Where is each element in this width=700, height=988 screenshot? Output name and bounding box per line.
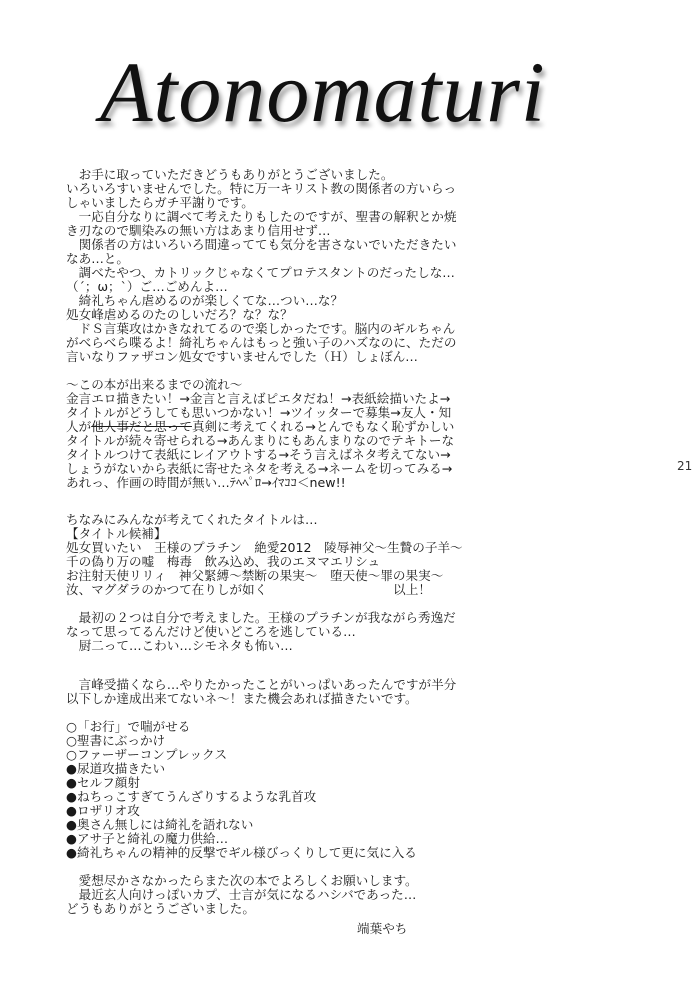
title-candidates (66, 512, 463, 653)
text-line: 調べたやつ、カトリックじゃなくてプロテスタントのだったしな… (66, 265, 455, 280)
text-line: いろいろすいませんでした。特に万一キリスト教の関係者の方いらっ (66, 181, 457, 196)
text-line: なあ…と。 (66, 251, 129, 266)
text-line: お手に取っていただきどうもありがとうございました。 (66, 167, 394, 182)
text-line: ○ファーザーコンプレックス (66, 747, 228, 762)
author-signature: 端葉やち (357, 921, 408, 936)
text-line: 言峰受描くなら…やりたかったことがいっぱいあったんですが半分 (66, 677, 457, 692)
text-line: がべらべら喋るよ！綺礼ちゃんはもっと強い子のハズなのに、ただの (66, 335, 457, 350)
text-line: ●尿道攻描きたい (66, 761, 166, 776)
text-line: ●奥さん無しには綺礼を語れない (66, 817, 254, 832)
flow-text: 人が (66, 419, 92, 434)
text-line: 厨二って…こわい…シモネタも怖い… (66, 638, 293, 653)
intro-text (66, 167, 457, 364)
text-line: 汝、マグダラのかつて在りしが如く 以上！ (66, 582, 431, 597)
text-line: 言いなりファザコン処女ですいませんでした（Ｈ）しょぼん… (66, 349, 418, 364)
text-line: 最近玄人向けっぽいカプ、士言が気になるハシバであった… (66, 887, 417, 902)
flow-line: タイトルがどうしても思いつかない！→ツイッターで募集→友人・知 (66, 405, 452, 420)
flow-heading: ～この本が出来るまでの流れ～ (66, 377, 243, 392)
text-line: 千の偽り万の嘘 梅毒 飲み込め、我のエヌマエリシュ (66, 554, 381, 569)
text-line: 最初の２つは自分で考えました。王様のプラチンが我ながら秀逸だ (66, 610, 456, 625)
flow-line (66, 419, 455, 434)
text-line: 【タイトル候補】 (66, 526, 167, 541)
text-line: どうもありがとうございました。 (66, 901, 255, 916)
text-line: ●アサ子と綺礼の魔力供給… (66, 831, 229, 846)
text-line: 以下しか達成出来てないネ～！また機会あれば描きたいです。 (66, 691, 418, 706)
text-line (66, 706, 446, 720)
wish-list (66, 677, 457, 916)
page-title: Atonomaturi (100, 44, 546, 140)
text-line: 綺礼ちゃん虐めるのが楽しくてな…つい…な？ (66, 293, 344, 308)
text-line: ○「お行」で喘がせる (66, 719, 191, 734)
flow-line: あれっ、作画の時間が無い…ﾃﾍﾍﾟﾛ→ｲﾏｺｺ＜new!! (66, 475, 346, 490)
text-line: お注射天使リリィ 神父緊縛～禁断の果実～ 堕天使～罪の果実～ (66, 568, 444, 583)
text-line: ●綺礼ちゃんの精神的反撃でギル様びっくりして更に気に入る (66, 845, 417, 860)
flow-line: タイトルつけて表紙にレイアウトする→そう言えばネタ考えてない→ (66, 447, 451, 462)
text-line: ●セルフ顔射 (66, 775, 140, 790)
text-line: ドＳ言葉攻はかきなれてるので楽しかったです。脳内のギルちゃん (66, 321, 456, 336)
text-line (66, 597, 446, 611)
text-line: （´；ω；`）ご…ごめんよ… (66, 279, 228, 294)
flow-line: タイトルが続々寄せられる→あんまりにもあんまりなのでテキトーな (66, 433, 455, 448)
text-line (66, 860, 446, 874)
text-line: 処女峰虐めるのたのしいだろ？な？な？ (66, 307, 293, 322)
text-line: ●ねちっこすぎてうんざりするような乳首攻 (66, 789, 317, 804)
page-number: 21 (677, 459, 693, 473)
text-line: 一応自分なりに調べて考えたりもしたのですが、聖書の解釈とか焼 (66, 209, 457, 224)
flow-line: しょうがないから表紙に寄せたネタを考える→ネームを切ってみる→ (66, 461, 453, 476)
production-flow (66, 377, 455, 490)
text-line: 関係者の方はいろいろ間違ってても気分を害さないでいただきたい (66, 237, 457, 252)
flow-line: 金言エロ描きたい！→金言と言えばピエタだね！→表紙絵描いたよ→ (66, 391, 451, 406)
text-line: ●ロザリオ攻 (66, 803, 140, 818)
text-line: なって思ってるんだけど使いどころを逃している… (66, 624, 356, 639)
text-line: しゃいましたらガチ平謝りです。 (66, 195, 254, 210)
text-line: ちなみにみんなが考えてくれたタイトルは… (66, 512, 318, 527)
text-line: き刃なので馴染みの無い方はあまり信用せず… (66, 223, 331, 238)
text-line: 処女買いたい 王様のプラチン 絶愛2012 陵辱神父～生贄の子羊～ (66, 540, 463, 555)
struck-text: 他人事だと思って (91, 419, 192, 434)
text-line: 愛想尽かさなかったらまた次の本でよろしくお願いします。 (66, 873, 418, 888)
flow-text: 真剣に考えてくれる→とんでもなく恥ずかしい (191, 419, 455, 434)
text-line: ○聖書にぶっかけ (66, 733, 166, 748)
